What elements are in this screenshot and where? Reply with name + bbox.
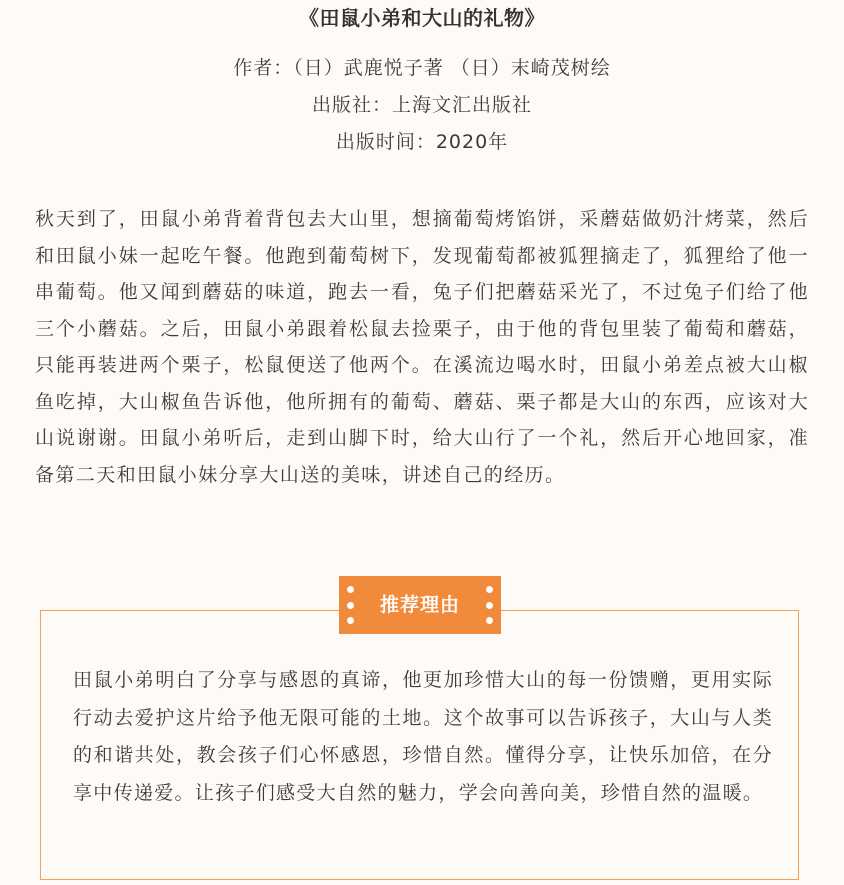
book-publisher: 出版社：上海文汇出版社 (311, 94, 532, 116)
book-publish-date: 出版时间：2020年 (335, 131, 509, 153)
decorative-dot-icon (347, 586, 354, 593)
recommendation-badge-label: 推荐理由 (379, 594, 460, 616)
recommendation-text: 田鼠小弟明白了分享与感恩的真谛，他更加珍惜大山的每一份馈赠，更用实际行动去爱护这片给予他无限可能的土地。这个故事可以告诉孩子，大山与人类的和谐共处，教会孩子们心怀感恩，珍惜自然。懂得分享，让快乐加倍，在分享中传递爱。让孩子们感受大自然的魅力，学会向善向美，珍惜自然的温暖。 (73, 669, 773, 804)
book-title: 《田鼠小弟和大山的礼物》 (299, 6, 545, 30)
recommendation-badge (339, 576, 501, 634)
decorative-dot-icon (486, 586, 493, 593)
decorative-dot-icon (486, 617, 493, 624)
decorative-dot-icon (486, 602, 493, 609)
decorative-dot-icon (347, 602, 354, 609)
story-summary: 秋天到了，田鼠小弟背着背包去大山里，想摘葡萄烤馅饼，采蘑菇做奶汁烤菜，然后和田鼠小妹一起吃午餐。他跑到葡萄树下，发现葡萄都被狐狸摘走了，狐狸给了他一串葡萄。他又闻到蘑菇的味道，跑去一看，兔子们把蘑菇采光了，不过兔子们给了他三个小蘑菇。之后，田鼠小弟跟着松鼠去捡栗子，由于他的背包里装了葡萄和蘑菇，只能再装进两个栗子，松鼠便送了他两个。在溪流边喝水时，田鼠小弟差点被大山椒鱼吃掉，大山椒鱼告诉他，他所拥有的葡萄、蘑菇、栗子都是大山的东西，应该对大山说谢谢。田鼠小弟听后，走到山脚下时，给大山行了一个礼，然后开心地回家，准备第二天和田鼠小妹分享大山送的美味，讲述自己的经历。 (35, 208, 809, 486)
decorative-dot-icon (347, 617, 354, 624)
book-author: 作者：（日）武鹿悦子著 （日）末崎茂树绘 (233, 57, 611, 79)
